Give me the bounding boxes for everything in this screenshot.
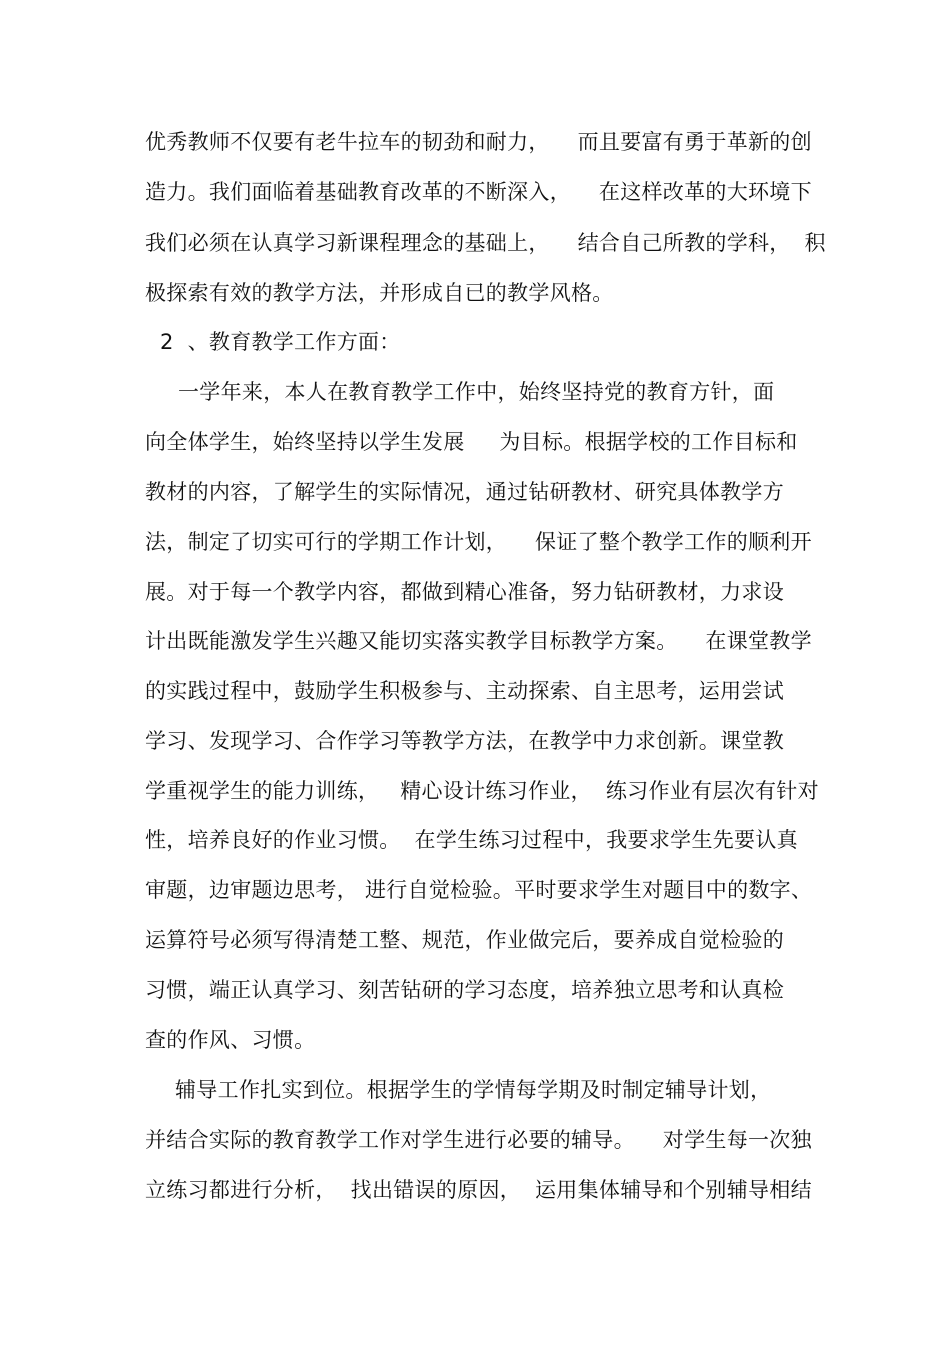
text-line: 我们必须在认真学习新课程理念的基础上， 结合自己所教的学科， 积	[145, 231, 826, 255]
text-line: 教材的内容，了解学生的实际情况，通过钻研教材、研究具体教学方	[145, 480, 784, 504]
text-line: 查的作风、习惯。	[145, 1028, 316, 1052]
section-heading: 2 、教育教学工作方面：	[160, 330, 401, 354]
paragraph-first-line: 辅导工作扎实到位。根据学生的学情每学期及时制定辅导计划，	[175, 1078, 772, 1102]
text-line: 并结合实际的教育教学工作对学生进行必要的辅导。 对学生每一次独	[145, 1128, 812, 1152]
text-line: 展。对于每一个教学内容，都做到精心准备，努力钻研教材，力求设	[145, 580, 784, 604]
text-line: 向全体学生，始终坚持以学生发展 为目标。根据学校的工作目标和	[145, 430, 798, 454]
text-line: 学习、发现学习、合作学习等教学方法，在教学中力求创新。课堂教	[145, 729, 784, 753]
text-line: 习惯，端正认真学习、刻苦钻研的学习态度，培养独立思考和认真检	[145, 978, 784, 1002]
text-line: 计出既能激发学生兴趣又能切实落实教学目标教学方案。 在课堂教学	[145, 629, 812, 653]
text-line: 学重视学生的能力训练， 精心设计练习作业， 练习作业有层次有针对	[145, 779, 819, 803]
paragraph-first-line: 一学年来，本人在教育教学工作中，始终坚持党的教育方针，面	[178, 380, 775, 404]
text-line: 立练习都进行分析， 找出错误的原因， 运用集体辅导和个别辅导相结	[145, 1178, 812, 1202]
text-line: 极探索有效的教学方法，并形成自已的教学风格。	[145, 281, 614, 305]
text-line: 性，培养良好的作业习惯。 在学生练习过程中，我要求学生先要认真	[145, 828, 798, 852]
text-line: 优秀教师不仅要有老牛拉车的韧劲和耐力， 而且要富有勇于革新的创	[145, 130, 812, 154]
text-line: 的实践过程中，鼓励学生积极参与、主动探索、自主思考，运用尝试	[145, 679, 784, 703]
text-line: 法，制定了切实可行的学期工作计划， 保证了整个教学工作的顺利开	[145, 530, 812, 554]
text-line: 审题，边审题边思考， 进行自觉检验。平时要求学生对题目中的数字、	[145, 878, 813, 902]
text-line: 造力。我们面临着基础教育改革的不断深入， 在这样改革的大环境下	[145, 180, 812, 204]
text-line: 运算符号必须写得清楚工整、规范，作业做完后，要养成自觉检验的	[145, 928, 784, 952]
